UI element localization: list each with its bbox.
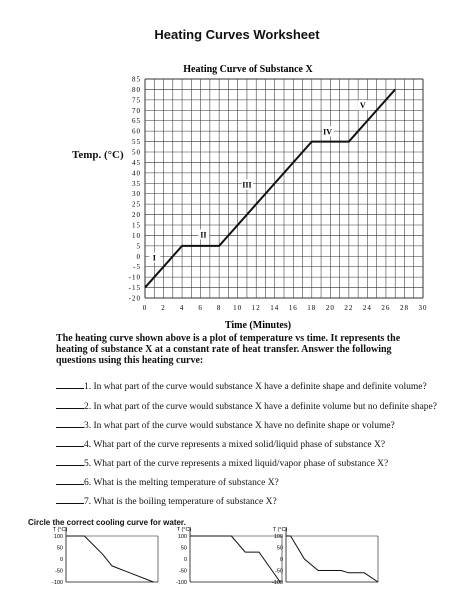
mini-y-axis-label: T (°C) [272,527,288,533]
mini-y-tick-label: 50 [56,545,63,552]
answer-blank-1[interactable] [56,380,84,389]
y-tick-label: 35 [132,179,141,188]
y-tick-label: 70 [132,106,141,115]
cooling-curve-option-c[interactable] [254,524,386,586]
x-tick-label: 26 [381,304,391,312]
y-tick-label: 85 [132,75,141,84]
question-1: 1. In what part of the curve would substance X have a definite shape and definite volume? [56,380,456,392]
answer-blank-2[interactable] [56,400,84,409]
x-tick-label: 22 [344,304,354,312]
chart-grid [145,79,423,298]
x-tick-label: 12 [251,304,261,312]
segment-label-IV: IV [323,127,332,137]
x-tick-label: 8 [216,304,222,312]
x-axis-label: Time (Minutes) [224,320,292,331]
mini-y-tick-label: 0 [183,557,187,563]
chart-title: Heating Curve of Substance X [183,64,313,75]
heating-curve-chart [60,56,430,331]
chart-series [145,89,395,287]
mini-y-axis-label: T (°C) [176,527,192,533]
y-tick-label: 20 [132,211,141,220]
segment-label-II: II [200,230,207,240]
x-tick-label: 24 [362,304,372,312]
answer-blank-5[interactable] [56,457,84,466]
answer-blank-4[interactable] [56,438,84,447]
y-tick-label: 15 [132,221,141,230]
x-tick-label: 30 [418,304,428,312]
y-tick-label: 50 [132,148,141,157]
y-axis-label: Temp. (°C) [72,149,124,161]
x-tick-label: 2 [161,304,166,312]
mini-y-tick-label: -100 [175,580,187,586]
mini-y-tick-label: -100 [51,580,63,586]
y-tick-label: 80 [132,85,141,94]
x-tick-label: 14 [270,304,280,312]
question-6: 6. What is the melting temperature of substance X? [56,476,456,488]
mini-y-tick-label: 50 [180,545,187,552]
x-tick-label: 6 [198,304,203,312]
y-tick-label: -15 [128,284,141,293]
question-4: 4. What part of the curve represents a mixed solid/liquid phase of substance X? [56,438,456,450]
question-5: 5. What part of the curve represents a mixed liquid/vapor phase of substance X? [56,457,456,469]
y-tick-label: 40 [132,169,141,178]
y-tick-label: 25 [132,200,141,209]
x-tick-label: 0 [142,304,148,312]
question-3: 3. In what part of the curve would substance X have no definite shape or volume? [56,419,456,431]
answer-blank-7[interactable] [56,495,84,504]
y-tick-label: 30 [132,190,141,199]
x-tick-label: 18 [307,304,317,312]
segment-label-I: I [152,253,156,263]
y-tick-label: -20 [128,294,141,303]
mini-y-axis-label: T (°C) [52,527,68,533]
heating-curve-line [145,89,395,287]
mini-y-tick-label: -100 [271,580,283,586]
cooling-curve-prompt: Circle the correct cooling curve for water. [28,518,186,527]
x-tick-label: 20 [325,304,335,312]
mini-y-tick-label: -50 [55,568,63,575]
mini-y-tick-label: -50 [275,568,283,575]
mini-y-tick-label: 100 [177,534,187,540]
x-tick-label: 4 [179,304,185,312]
instructions-paragraph: The heating curve shown above is a plot of temperature vs time. It represents the heating of substance X at a constant rate of heat transfer. Answer the following questions using this heating curve: [56,333,401,366]
question-7: 7. What is the boiling temperature of substance X? [56,495,456,507]
x-tick-label: 10 [233,304,243,312]
y-tick-label: 0 [136,252,141,261]
mini-y-tick-label: 100 [273,534,283,540]
y-tick-label: -10 [128,273,141,282]
y-tick-label: -5 [133,263,141,272]
mini-y-tick-label: 0 [59,557,63,563]
answer-blank-3[interactable] [56,419,84,428]
y-tick-label: 45 [132,158,141,167]
cooling-curve-line [66,536,153,582]
mini-y-tick-label: 0 [279,557,283,563]
y-tick-label: 75 [132,96,141,105]
mini-y-tick-label: 100 [53,534,63,540]
y-tick-label: 60 [132,127,141,136]
y-tick-label: 65 [132,117,141,126]
y-tick-label: 55 [132,138,141,147]
question-2: 2. In what part of the curve would substance X have a definite volume but no definite shape? [56,400,456,412]
y-tick-label: 5 [136,242,141,251]
segment-label-III: III [242,180,252,190]
x-tick-label: 16 [288,304,298,312]
cooling-curve-option-a[interactable] [34,524,166,586]
x-tick-label: 28 [399,304,409,312]
mini-y-tick-label: 50 [276,545,283,552]
y-tick-label: 10 [132,231,141,240]
answer-blank-6[interactable] [56,476,84,485]
worksheet-title: Heating Curves Worksheet [154,27,320,42]
segment-label-V: V [359,101,366,111]
cooling-curve-line [286,536,378,582]
mini-y-tick-label: -50 [179,568,187,575]
